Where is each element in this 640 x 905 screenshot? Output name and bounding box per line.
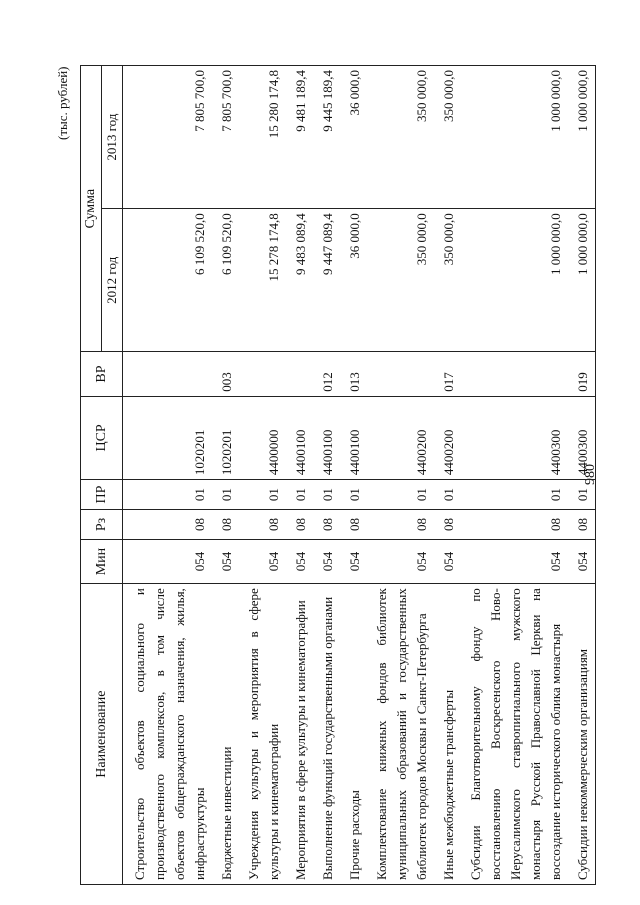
table-row — [459, 66, 566, 885]
cell-sum-2013: 350 000,0 — [365, 66, 432, 209]
cell-csr: 1020201 — [123, 396, 211, 479]
cell-pr: 01 — [459, 480, 566, 510]
cell-vr: 017 — [432, 352, 459, 396]
cell-sum-2013: 7 805 700,0 — [210, 66, 237, 209]
cell-vr — [365, 352, 432, 396]
header-sum: Сумма — [81, 66, 102, 352]
cell-vr — [237, 352, 284, 396]
cell-rz: 08 — [123, 510, 211, 540]
cell-vr: 013 — [338, 352, 365, 396]
cell-min: 054 — [459, 539, 566, 583]
cell-sum-2013: 7 805 700,0 — [123, 66, 211, 209]
cell-min: 054 — [284, 539, 311, 583]
cell-vr — [459, 352, 566, 396]
cell-name: Выполнение функций государственными органами — [311, 584, 338, 885]
table-row — [432, 66, 459, 885]
cell-vr: 003 — [210, 352, 237, 396]
cell-min: 054 — [311, 539, 338, 583]
cell-name: Учреждения культуры и мероприятия в сфере культуры и кинематографии — [237, 584, 284, 885]
page-number: 980 — [583, 464, 598, 485]
cell-sum-2012: 9 483 089,4 — [284, 209, 311, 352]
table-row — [311, 66, 338, 885]
cell-min: 054 — [432, 539, 459, 583]
cell-rz: 08 — [210, 510, 237, 540]
cell-name: Комплектование книжных фондов библиотек муниципальных образований и государственных библиотек городов Москвы и Санкт-Петербурга — [365, 584, 432, 885]
cell-rz: 08 — [338, 510, 365, 540]
cell-vr — [284, 352, 311, 396]
table-row — [237, 66, 284, 885]
cell-name: Иные межбюджетные трансферты — [432, 584, 459, 885]
cell-csr: 4400100 — [311, 396, 338, 479]
header-min: Мин — [81, 539, 123, 583]
cell-name: Мероприятия в сфере культуры и кинематографии — [284, 584, 311, 885]
table-row — [338, 66, 365, 885]
cell-sum-2012: 350 000,0 — [365, 209, 432, 352]
cell-pr: 01 — [210, 480, 237, 510]
cell-name: Строительство объектов социального и производственного комплексов, в том числе объектов общегражданского назначения, жилья, инфраструктуры — [123, 584, 211, 885]
cell-sum-2012: 1 000 000,0 — [459, 209, 566, 352]
cell-sum-2013: 15 280 174,8 — [237, 66, 284, 209]
units-label: (тыс. рублей) — [55, 66, 70, 140]
cell-sum-2012: 15 278 174,8 — [237, 209, 284, 352]
cell-min: 054 — [123, 539, 211, 583]
cell-pr: 01 — [566, 480, 596, 510]
cell-vr: 012 — [311, 352, 338, 396]
cell-rz: 08 — [237, 510, 284, 540]
cell-min: 054 — [237, 539, 284, 583]
cell-sum-2013: 9 481 189,4 — [284, 66, 311, 209]
cell-name: Бюджетные инвестиции — [210, 584, 237, 885]
cell-csr: 4400000 — [237, 396, 284, 479]
cell-rz: 08 — [311, 510, 338, 540]
cell-min: 054 — [566, 539, 596, 583]
cell-sum-2012: 6 109 520,0 — [123, 209, 211, 352]
cell-min: 054 — [338, 539, 365, 583]
header-csr: ЦСР — [81, 396, 123, 479]
cell-csr: 4400300 — [566, 396, 596, 479]
header-year-2013: 2013 год — [102, 66, 123, 209]
cell-csr: 4400300 — [459, 396, 566, 479]
table-row — [210, 66, 237, 885]
cell-sum-2013: 1 000 000,0 — [566, 66, 596, 209]
cell-csr: 4400200 — [432, 396, 459, 479]
table-row — [566, 66, 596, 885]
cell-rz: 08 — [566, 510, 596, 540]
cell-rz: 08 — [284, 510, 311, 540]
cell-sum-2012: 6 109 520,0 — [210, 209, 237, 352]
cell-pr: 01 — [237, 480, 284, 510]
cell-pr: 01 — [284, 480, 311, 510]
header-pr: ПР — [81, 480, 123, 510]
budget-table — [80, 65, 596, 885]
cell-rz: 08 — [432, 510, 459, 540]
cell-name: Субсидии Благотворительному фонду по восстановлению Воскресенского Ново-Иерусалимского ставропигиального мужского монастыря Русской Православной Церкви на воссоздание исторического облика монастыря — [459, 584, 566, 885]
cell-csr: 4400100 — [284, 396, 311, 479]
cell-sum-2012: 350 000,0 — [432, 209, 459, 352]
cell-sum-2012: 9 447 089,4 — [311, 209, 338, 352]
cell-sum-2013: 350 000,0 — [432, 66, 459, 209]
cell-name: Субсидии некоммерческим организациям — [566, 584, 596, 885]
header-vr: ВР — [81, 352, 123, 396]
cell-min: 054 — [210, 539, 237, 583]
table-row — [123, 66, 211, 885]
table-header — [81, 66, 123, 885]
table-row — [365, 66, 432, 885]
table-body — [123, 66, 596, 885]
header-name: Наименование — [81, 584, 123, 885]
cell-sum-2012: 1 000 000,0 — [566, 209, 596, 352]
cell-sum-2013: 1 000 000,0 — [459, 66, 566, 209]
cell-sum-2013: 36 000,0 — [338, 66, 365, 209]
cell-pr: 01 — [311, 480, 338, 510]
cell-name: Прочие расходы — [338, 584, 365, 885]
cell-sum-2012: 36 000,0 — [338, 209, 365, 352]
cell-min: 054 — [365, 539, 432, 583]
cell-rz: 08 — [365, 510, 432, 540]
cell-pr: 01 — [432, 480, 459, 510]
header-year-2012: 2012 год — [102, 209, 123, 352]
cell-csr: 4400200 — [365, 396, 432, 479]
cell-pr: 01 — [365, 480, 432, 510]
cell-vr — [123, 352, 211, 396]
cell-pr: 01 — [338, 480, 365, 510]
cell-csr: 4400100 — [338, 396, 365, 479]
table-row — [284, 66, 311, 885]
cell-pr: 01 — [123, 480, 211, 510]
cell-sum-2013: 9 445 189,4 — [311, 66, 338, 209]
header-rz: Рз — [81, 510, 123, 540]
cell-rz: 08 — [459, 510, 566, 540]
cell-vr: 019 — [566, 352, 596, 396]
cell-csr: 1020201 — [210, 396, 237, 479]
